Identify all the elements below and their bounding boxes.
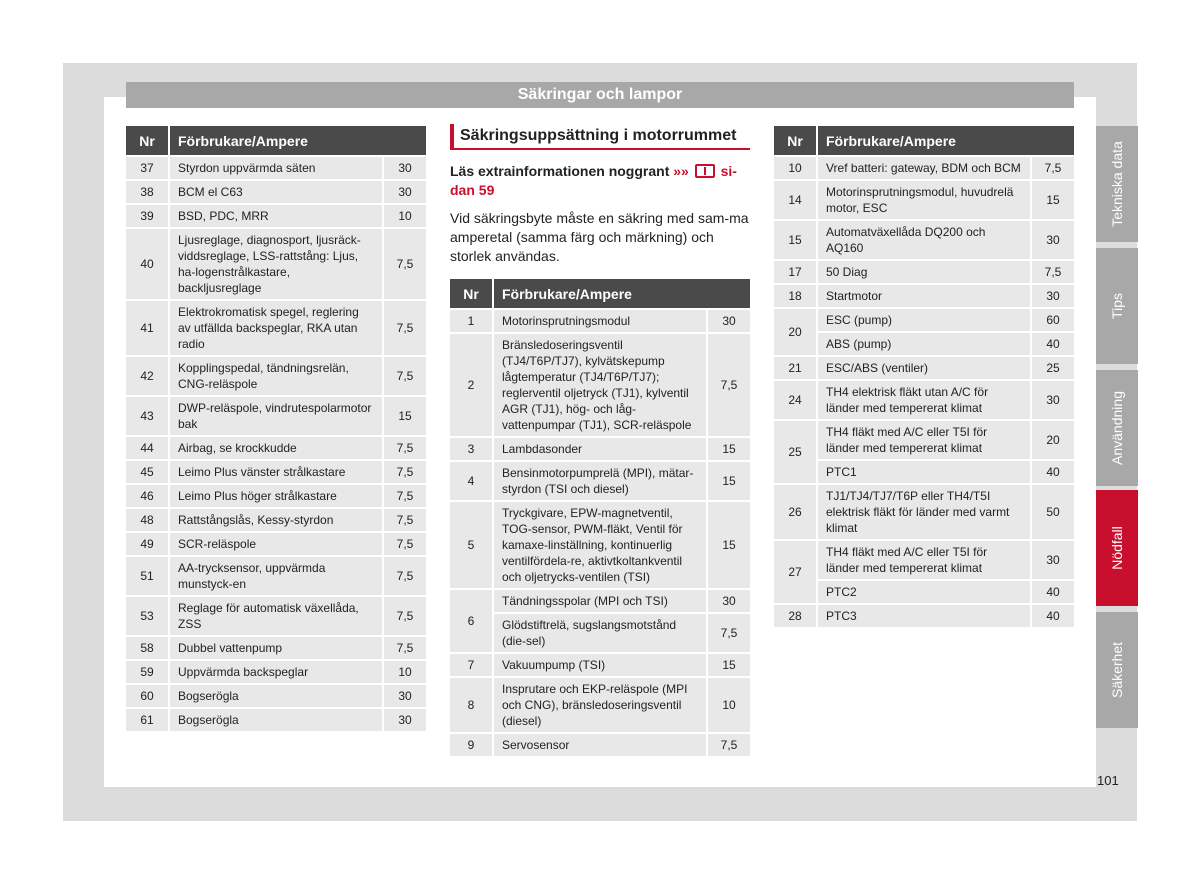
column-header-nr: Nr bbox=[450, 279, 494, 308]
fuse-ampere: 30 bbox=[382, 155, 426, 179]
fuse-ampere: 7,5 bbox=[382, 299, 426, 355]
fuse-number: 24 bbox=[774, 379, 818, 419]
fuse-ampere: 15 bbox=[382, 395, 426, 435]
fuse-consumer: Servosensor bbox=[494, 732, 706, 756]
fuse-number: 21 bbox=[774, 355, 818, 379]
fuse-consumer: 50 Diag bbox=[818, 259, 1030, 283]
fuse-consumer: Tändningsspolar (MPI och TSI) bbox=[494, 588, 706, 612]
instruction-paragraph: Vid säkringsbyte måste en säkring med sam-ma amperetal (samma färg och märkning) och storlek användas. bbox=[450, 210, 749, 264]
fuse-number: 40 bbox=[126, 227, 170, 299]
tab-label: Tekniska data bbox=[1109, 141, 1126, 227]
table-header-row bbox=[450, 279, 750, 308]
table-row bbox=[774, 307, 1074, 331]
fuse-consumer: Leimo Plus vänster strålkastare bbox=[170, 459, 382, 483]
table-row bbox=[450, 460, 750, 500]
fuse-ampere: 7,5 bbox=[706, 612, 750, 652]
fuse-consumer: Uppvärmda backspeglar bbox=[170, 659, 382, 683]
section-heading: Säkringsuppsättning i motorrummet bbox=[450, 124, 750, 150]
fuse-consumer: SCR-reläspole bbox=[170, 531, 382, 555]
fuse-number: 4 bbox=[450, 460, 494, 500]
fuse-ampere: 10 bbox=[382, 659, 426, 683]
table-row bbox=[126, 531, 426, 555]
table-row bbox=[450, 612, 750, 652]
fuse-number: 44 bbox=[126, 435, 170, 459]
fuse-number: 3 bbox=[450, 436, 494, 460]
fuse-table-engine-bay bbox=[450, 279, 750, 756]
table-row bbox=[450, 676, 750, 732]
table-row bbox=[126, 179, 426, 203]
table-row bbox=[126, 355, 426, 395]
fuse-ampere: 30 bbox=[1030, 283, 1074, 307]
table-row bbox=[126, 555, 426, 595]
fuse-consumer: Vakuumpump (TSI) bbox=[494, 652, 706, 676]
table-row bbox=[774, 539, 1074, 579]
fuse-consumer: TJ1/TJ4/TJ7/T6P eller TH4/T5I elektrisk fläkt för länder med varmt klimat bbox=[818, 483, 1030, 539]
table-row bbox=[126, 635, 426, 659]
fuse-ampere: 50 bbox=[1030, 483, 1074, 539]
table-row bbox=[126, 395, 426, 435]
fuse-ampere: 7,5 bbox=[1030, 155, 1074, 179]
fuse-ampere: 40 bbox=[1030, 331, 1074, 355]
fuse-ampere: 40 bbox=[1030, 603, 1074, 627]
column-header-consumer: Förbrukare/Ampere bbox=[170, 126, 426, 155]
fuse-consumer: Startmotor bbox=[818, 283, 1030, 307]
fuse-consumer: Bränsledoseringsventil (TJ4/T6P/TJ7), kylvätskepump lågtemperatur (TJ4/T6P/TJ7); reglerventil oljetryck (TJ1), kylventil AGR (TJ1), hög- och låg-vattenpumpar (TJ1), SCR-reläspole bbox=[494, 332, 706, 436]
fuse-number: 6 bbox=[450, 588, 494, 652]
fuse-ampere: 30 bbox=[382, 683, 426, 707]
fuse-ampere: 15 bbox=[1030, 179, 1074, 219]
book-reference-icon bbox=[695, 164, 715, 178]
tab-label: Nödfall bbox=[1109, 526, 1125, 570]
table-row bbox=[774, 219, 1074, 259]
table-row bbox=[450, 652, 750, 676]
fuse-consumer: Glödstiftrelä, sugslangsmotstånd (die-sel) bbox=[494, 612, 706, 652]
fuse-number: 51 bbox=[126, 555, 170, 595]
fuse-consumer: Kopplingspedal, tändningsrelän, CNG-reläspole bbox=[170, 355, 382, 395]
table-row bbox=[126, 483, 426, 507]
fuse-ampere: 15 bbox=[706, 652, 750, 676]
page-reference-link[interactable]: si-dan 59 bbox=[450, 163, 737, 198]
fuse-consumer: Automatväxellåda DQ200 och AQ160 bbox=[818, 219, 1030, 259]
fuse-ampere: 7,5 bbox=[382, 355, 426, 395]
fuse-ampere: 7,5 bbox=[382, 635, 426, 659]
fuse-consumer: Bensinmotorpumprelä (MPI), mätar-styrdon (TSI och diesel) bbox=[494, 460, 706, 500]
table-row bbox=[126, 683, 426, 707]
table-row bbox=[450, 500, 750, 588]
fuse-number: 53 bbox=[126, 595, 170, 635]
table-row bbox=[126, 435, 426, 459]
table-row bbox=[774, 603, 1074, 627]
table-row bbox=[126, 227, 426, 299]
fuse-consumer: PTC1 bbox=[818, 459, 1030, 483]
fuse-number: 60 bbox=[126, 683, 170, 707]
fuse-number: 46 bbox=[126, 483, 170, 507]
fuse-number: 48 bbox=[126, 507, 170, 531]
fuse-number: 28 bbox=[774, 603, 818, 627]
fuse-number: 10 bbox=[774, 155, 818, 179]
fuse-ampere: 30 bbox=[382, 707, 426, 731]
column-header-nr: Nr bbox=[126, 126, 170, 155]
fuse-ampere: 30 bbox=[382, 179, 426, 203]
fuse-consumer: Bogserögla bbox=[170, 707, 382, 731]
fuse-number: 38 bbox=[126, 179, 170, 203]
fuse-consumer: Vref batteri: gateway, BDM och BCM bbox=[818, 155, 1030, 179]
fuse-ampere: 7,5 bbox=[382, 227, 426, 299]
fuse-consumer: Motorinsprutningsmodul, huvudrelä motor, ESC bbox=[818, 179, 1030, 219]
fuse-ampere: 10 bbox=[382, 203, 426, 227]
fuse-ampere: 15 bbox=[706, 460, 750, 500]
fuse-number: 27 bbox=[774, 539, 818, 603]
fuse-consumer: Lambdasonder bbox=[494, 436, 706, 460]
fuse-consumer: Tryckgivare, EPW-magnetventil, TOG-sensor, PWM-fläkt, Ventil för kamaxe-linställning, kontinuerlig ventilfördela-re, aktivtkoltankventil och oljetrycks-ventilen (TSI) bbox=[494, 500, 706, 588]
fuse-consumer: PTC2 bbox=[818, 579, 1030, 603]
fuse-consumer: Insprutare och EKP-reläspole (MPI och CNG), bränsledoseringsventil (diesel) bbox=[494, 676, 706, 732]
fuse-ampere: 30 bbox=[706, 588, 750, 612]
table-row bbox=[774, 459, 1074, 483]
table-row bbox=[126, 707, 426, 731]
tab-tekniska-data[interactable] bbox=[1096, 126, 1138, 242]
fuse-ampere: 20 bbox=[1030, 419, 1074, 459]
fuse-consumer: ABS (pump) bbox=[818, 331, 1030, 355]
fuse-number: 25 bbox=[774, 419, 818, 483]
table-row bbox=[774, 419, 1074, 459]
fuse-consumer: Rattstångslås, Kessy-styrdon bbox=[170, 507, 382, 531]
fuse-number: 49 bbox=[126, 531, 170, 555]
table-header-row bbox=[126, 126, 426, 155]
table-row bbox=[126, 459, 426, 483]
page-number: 101 bbox=[1097, 773, 1119, 788]
fuse-ampere: 30 bbox=[1030, 219, 1074, 259]
table-row bbox=[774, 155, 1074, 179]
fuse-consumer: Dubbel vattenpump bbox=[170, 635, 382, 659]
fuse-number: 39 bbox=[126, 203, 170, 227]
fuse-consumer: Motorinsprutningsmodul bbox=[494, 308, 706, 332]
fuse-consumer: ESC (pump) bbox=[818, 307, 1030, 331]
table-row bbox=[774, 355, 1074, 379]
fuse-number: 26 bbox=[774, 483, 818, 539]
table-row bbox=[774, 179, 1074, 219]
fuse-consumer: AA-trycksensor, uppvärmda munstyck-en bbox=[170, 555, 382, 595]
fuse-ampere: 15 bbox=[706, 500, 750, 588]
table-row bbox=[774, 483, 1074, 539]
table-row bbox=[774, 379, 1074, 419]
table-row bbox=[774, 331, 1074, 355]
table-row bbox=[126, 155, 426, 179]
fuse-ampere: 40 bbox=[1030, 579, 1074, 603]
fuse-consumer: TH4 fläkt med A/C eller T5I för länder med tempererat klimat bbox=[818, 539, 1030, 579]
tab-tips[interactable] bbox=[1096, 248, 1138, 364]
fuse-consumer: Elektrokromatisk spegel, reglering av utfällda backspeglar, RKA utan radio bbox=[170, 299, 382, 355]
fuse-ampere: 40 bbox=[1030, 459, 1074, 483]
tab-label: Användning bbox=[1109, 391, 1126, 465]
fuse-number: 45 bbox=[126, 459, 170, 483]
fuse-number: 37 bbox=[126, 155, 170, 179]
table-row bbox=[450, 732, 750, 756]
table-row bbox=[774, 283, 1074, 307]
table-row bbox=[126, 203, 426, 227]
fuse-number: 17 bbox=[774, 259, 818, 283]
fuse-ampere: 30 bbox=[706, 308, 750, 332]
table-header-row bbox=[774, 126, 1074, 155]
fuse-table-right bbox=[774, 126, 1074, 627]
tab-label: Säkerhet bbox=[1109, 641, 1126, 699]
fuse-number: 59 bbox=[126, 659, 170, 683]
table-row bbox=[450, 588, 750, 612]
fuse-number: 7 bbox=[450, 652, 494, 676]
fuse-ampere: 60 bbox=[1030, 307, 1074, 331]
note-text: Läs extrainformationen noggrant bbox=[450, 163, 670, 179]
fuse-number: 42 bbox=[126, 355, 170, 395]
fuse-consumer: Bogserögla bbox=[170, 683, 382, 707]
fuse-ampere: 7,5 bbox=[382, 483, 426, 507]
tab-label: Tips bbox=[1109, 293, 1125, 319]
fuse-table-left bbox=[126, 126, 426, 731]
fuse-consumer: Reglage för automatisk växellåda, ZSS bbox=[170, 595, 382, 635]
fuse-ampere: 7,5 bbox=[1030, 259, 1074, 283]
fuse-ampere: 7,5 bbox=[382, 459, 426, 483]
fuse-ampere: 7,5 bbox=[706, 732, 750, 756]
fuse-consumer: DWP-reläspole, vindrutespolarmotor bak bbox=[170, 395, 382, 435]
section-banner: Säkringar och lampor bbox=[126, 82, 1074, 108]
fuse-ampere: 30 bbox=[1030, 379, 1074, 419]
fuse-consumer: BCM el C63 bbox=[170, 179, 382, 203]
table-row bbox=[450, 332, 750, 436]
table-row bbox=[126, 659, 426, 683]
tab-sakerhet[interactable] bbox=[1096, 612, 1138, 728]
fuse-consumer: Airbag, se krockkudde bbox=[170, 435, 382, 459]
fuse-ampere: 7,5 bbox=[382, 555, 426, 595]
note-arrows: »» bbox=[673, 163, 689, 179]
fuse-consumer: Leimo Plus höger strålkastare bbox=[170, 483, 382, 507]
fuse-consumer: BSD, PDC, MRR bbox=[170, 203, 382, 227]
tab-anvandning[interactable] bbox=[1096, 370, 1138, 486]
column-header-consumer: Förbrukare/Ampere bbox=[494, 279, 750, 308]
fuse-number: 61 bbox=[126, 707, 170, 731]
fuse-ampere: 7,5 bbox=[706, 332, 750, 436]
fuse-consumer: ESC/ABS (ventiler) bbox=[818, 355, 1030, 379]
fuse-number: 20 bbox=[774, 307, 818, 355]
table-row bbox=[450, 308, 750, 332]
table-row bbox=[774, 579, 1074, 603]
table-row bbox=[126, 299, 426, 355]
fuse-consumer: Ljusreglage, diagnosport, ljusräck-viddsreglage, LSS-rattstång: Ljus, ha-logenstrålkastare, backljusreglage bbox=[170, 227, 382, 299]
fuse-number: 9 bbox=[450, 732, 494, 756]
fuse-consumer: TH4 fläkt med A/C eller T5I för länder med tempererat klimat bbox=[818, 419, 1030, 459]
fuse-consumer: Styrdon uppvärmda säten bbox=[170, 155, 382, 179]
fuse-number: 15 bbox=[774, 219, 818, 259]
fuse-ampere: 25 bbox=[1030, 355, 1074, 379]
table-row bbox=[450, 436, 750, 460]
info-note bbox=[450, 162, 750, 200]
fuse-number: 58 bbox=[126, 635, 170, 659]
column-header-consumer: Förbrukare/Ampere bbox=[818, 126, 1074, 155]
fuse-ampere: 15 bbox=[706, 436, 750, 460]
tab-nodfall[interactable] bbox=[1096, 490, 1138, 606]
fuse-ampere: 7,5 bbox=[382, 435, 426, 459]
table-row bbox=[774, 259, 1074, 283]
table-row bbox=[126, 507, 426, 531]
fuse-number: 5 bbox=[450, 500, 494, 588]
table-row bbox=[126, 595, 426, 635]
fuse-ampere: 7,5 bbox=[382, 531, 426, 555]
fuse-consumer: PTC3 bbox=[818, 603, 1030, 627]
fuse-ampere: 7,5 bbox=[382, 507, 426, 531]
fuse-ampere: 10 bbox=[706, 676, 750, 732]
fuse-number: 8 bbox=[450, 676, 494, 732]
column-header-nr: Nr bbox=[774, 126, 818, 155]
fuse-consumer: TH4 elektrisk fläkt utan A/C för länder med tempererat klimat bbox=[818, 379, 1030, 419]
fuse-ampere: 30 bbox=[1030, 539, 1074, 579]
fuse-number: 14 bbox=[774, 179, 818, 219]
fuse-number: 1 bbox=[450, 308, 494, 332]
fuse-number: 2 bbox=[450, 332, 494, 436]
fuse-number: 18 bbox=[774, 283, 818, 307]
fuse-number: 41 bbox=[126, 299, 170, 355]
fuse-number: 43 bbox=[126, 395, 170, 435]
fuse-ampere: 7,5 bbox=[382, 595, 426, 635]
